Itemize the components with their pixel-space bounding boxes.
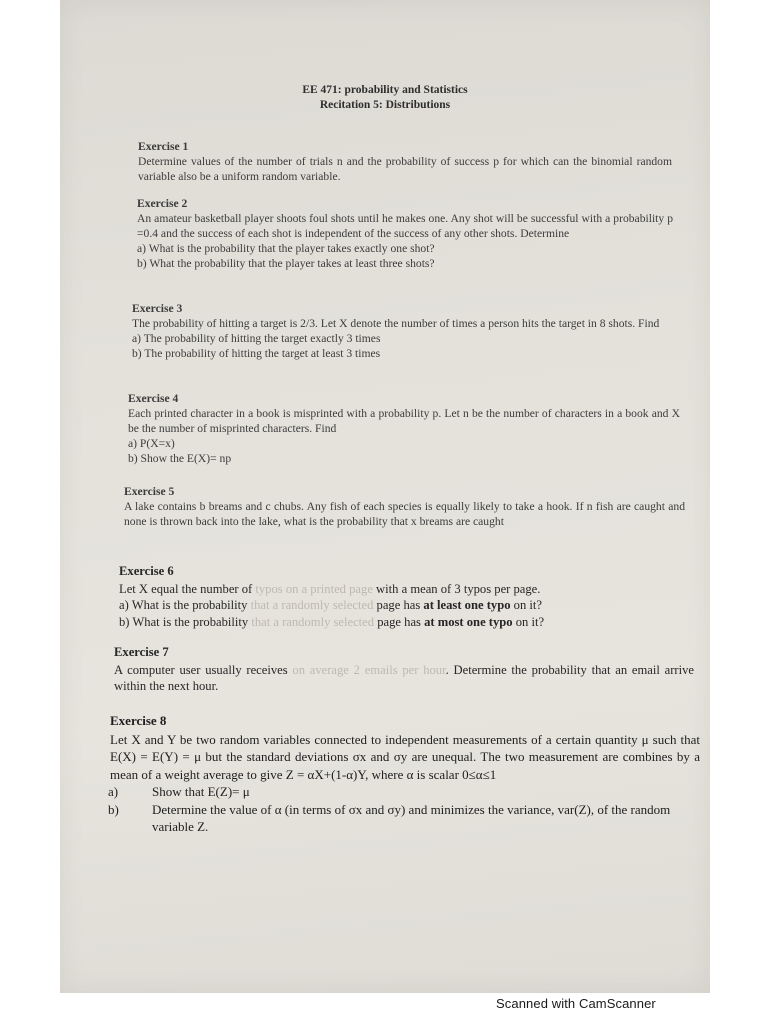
text-run: b) What is the probability xyxy=(119,614,252,629)
faded-text-run: that a randomly selected xyxy=(251,614,375,629)
exercise-body: A lake contains b breams and c chubs. Any fish of each species is equally likely to take a hook. If n fish are caught and none is thrown back into the lake, what is the probability that x breams are caught xyxy=(124,500,685,528)
faded-text-run: on average 2 emails per hour xyxy=(292,662,446,677)
exercise-body: Let X and Y be two random variables connected to independent measurements of a certain quantity μ such that E(X) = E(Y) = μ but the standard deviations σx and σy are unequal. The two measurement are combines by a mean of a weight average to give Z = αX+(1-α)Y, where α is scalar 0≤α≤1 xyxy=(110,731,700,782)
exercise-title: Exercise 6 xyxy=(119,564,174,578)
course-title: EE 471: probability and Statistics xyxy=(302,84,468,96)
text-run: a) What is the probability xyxy=(119,598,251,612)
text-run: with a mean of 3 typos per page. xyxy=(372,581,541,596)
exercise-body xyxy=(114,662,694,695)
exercise-title: Exercise 3 xyxy=(132,302,183,315)
item-text: Determine the value of α (in terms of σx and σy) and minimizes the variance, var(Z), of the random variable Z. xyxy=(152,801,671,834)
text-run: A computer user usually receives xyxy=(114,662,293,677)
text-run: on it? xyxy=(510,598,542,612)
exercise-body: The probability of hitting a target is 2/3. Let X denote the number of times a person hits the target in 8 shots. Find xyxy=(132,317,660,330)
text-run: page has xyxy=(374,614,425,629)
exercise-item xyxy=(110,801,700,836)
text-run: Let X equal the number of xyxy=(119,581,256,596)
exercise-item: a) The probability of hitting the target exactly 3 times xyxy=(132,332,381,345)
exercise-title: Exercise 2 xyxy=(137,197,188,210)
exercise-item: b) Show the E(X)= np xyxy=(128,452,232,465)
camscanner-watermark: Scanned with CamScanner xyxy=(496,996,656,1011)
exercise-body: Determine values of the number of trials n and the probability of success p for which can the binomial random variable also be a uniform random variable. xyxy=(138,155,672,183)
exercise-item: a) P(X=x) xyxy=(128,437,175,450)
text-run: page has xyxy=(373,598,424,612)
exercise-item xyxy=(110,783,700,801)
exercise-3 xyxy=(132,301,678,361)
exercise-title: Exercise 5 xyxy=(124,485,175,498)
exercise-item xyxy=(119,597,689,614)
recitation-title: Recitation 5: Distributions xyxy=(319,99,451,111)
exercise-item: a) What is the probability that the player takes exactly one shot? xyxy=(137,242,435,255)
exercise-7 xyxy=(114,644,694,695)
exercise-body: An amateur basketball player shoots foul shots until he makes one. Any shot will be successful with a probability p =0.4 and the success of each shot is independent of the success of any other shots. Determine xyxy=(137,212,673,240)
exercise-6 xyxy=(119,563,689,630)
exercise-2 xyxy=(137,196,673,271)
emphasized-text: at most one typo xyxy=(424,614,513,629)
exercise-title: Exercise 4 xyxy=(128,392,179,405)
item-label: b) xyxy=(108,801,119,817)
exercise-1 xyxy=(138,139,672,184)
emphasized-text: at least one typo xyxy=(423,598,511,612)
exercise-item-list xyxy=(110,783,700,836)
exercise-body xyxy=(119,581,689,598)
exercise-title: Exercise 8 xyxy=(110,713,167,728)
exercise-item: b) The probability of hitting the target at least 3 times xyxy=(132,347,381,360)
item-text: Show that E(Z)= μ xyxy=(152,784,250,799)
text-run: . Determine the probability that an email arrive within the next hour. xyxy=(114,662,694,693)
exercise-5 xyxy=(124,484,685,529)
exercise-item xyxy=(119,614,689,631)
exercise-title: Exercise 1 xyxy=(138,140,189,153)
exercise-body: Each printed character in a book is misprinted with a probability p. Let n be the number of characters in a book and X be the number of misprinted characters. Find xyxy=(128,407,680,435)
text-run: on it? xyxy=(512,614,545,629)
faded-text-run: typos on a printed page xyxy=(255,581,373,596)
exercise-4 xyxy=(128,391,680,466)
exercise-8 xyxy=(110,712,700,836)
faded-text-run: that a randomly selected xyxy=(250,598,374,612)
document-header xyxy=(60,83,710,113)
exercise-title: Exercise 7 xyxy=(114,645,169,659)
scanned-page xyxy=(60,0,710,993)
item-label: a) xyxy=(108,784,119,799)
exercise-item: b) What the probability that the player takes at least three shots? xyxy=(137,257,435,270)
